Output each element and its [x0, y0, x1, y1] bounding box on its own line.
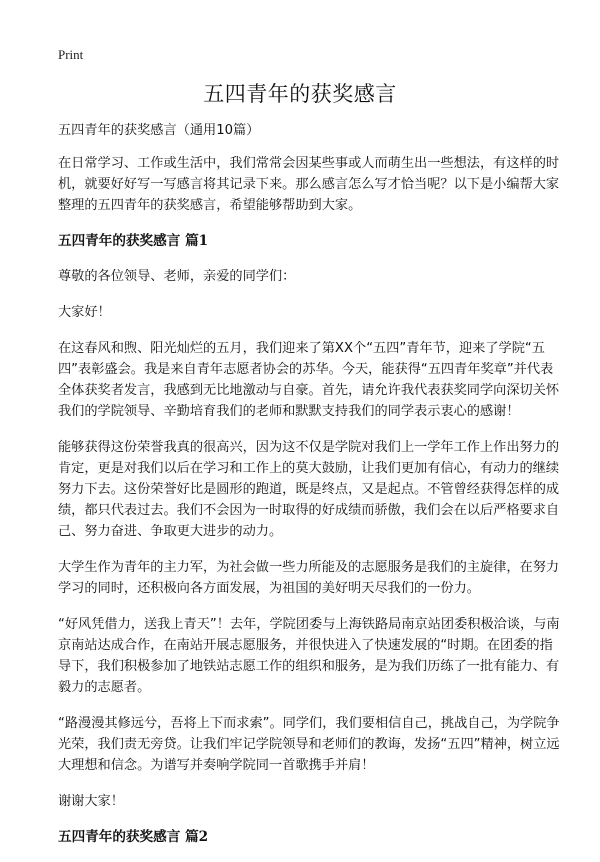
article-body	[58, 120, 560, 862]
article-subtitle: 五四青年的获奖感言（通用10篇）	[58, 123, 260, 138]
hello-paragraph: 大家好！	[58, 305, 111, 320]
section-heading-1: 五四青年的获奖感言 篇1	[58, 233, 209, 249]
body-paragraph-4: “好风凭借力，送我上青天”！去年，学院团委与上海铁路局南京站团委积极洽谈，与南京南站达成合作，在南站开展志愿服务，并很快进入了快速发展的“时期。在团委的指导下，我们积极参加了地铁站志愿工作的组织和服务，是为我们历练了一批有能力、有毅力的志愿者。	[58, 617, 560, 695]
body-paragraph-1: 在这春风和煦、阳光灿烂的五月，我们迎来了第XX个“五四”青年节，迎来了学院“五四”表彰盛会。我是来自青年志愿者协会的苏华。今天，能获得“五四青年奖章”并代表全体获奖者发言，我感到无比地激动与自豪。首先，请允许我代表获奖同学向深切关怀我们的学院领导、辛勤培育我们的老师和默默支持我们的同学表示衷心的感谢！	[58, 341, 560, 419]
thanks-paragraph: 谢谢大家！	[58, 794, 124, 809]
body-paragraph-2: 能够获得这份荣誉我真的很高兴，因为这不仅是学院对我们上一学年工作上作出努力的肯定，更是对我们以后在学习和工作上的莫大鼓励，让我们更加有信心，有动力的继续努力下去。这份荣誉好比是圆形的跑道，既是终点，又是起点。不管曾经获得怎样的成绩，都只代表过去。我们不会因为一时取得的好成绩而骄傲，我们会在以后严格要求自己、努力奋进、争取更大进步的动力。	[58, 440, 560, 539]
print-link[interactable]: Print	[58, 47, 84, 62]
body-paragraph-3: 大学生作为青年的主力军，为社会做一些力所能及的志愿服务是我们的主旋律，在努力学习的同时，还积极向各方面发展，为祖国的美好明天尽我们的一份力。	[58, 560, 560, 596]
page-title: 五四青年的获奖感言	[203, 82, 397, 106]
section-heading-2: 五四青年的获奖感言 篇2	[58, 829, 209, 845]
body-paragraph-5: “路漫漫其修远兮，吾将上下而求索”。同学们，我们要相信自己，挑战自己，为学院争光荣，我们责无旁贷。让我们牢记学院领导和老师们的教诲，发扬“五四”精神，树立远大理想和信念。为谱写并奏响学院同一首歌携手并肩！	[58, 716, 560, 773]
intro-paragraph: 在日常学习、工作或生活中，我们常常会因某些事或人而萌生出一些想法，有这样的时机，就要好好写一写感言将其记录下来。那么感言怎么写才恰当呢？以下是小编帮大家整理的五四青年的获奖感言，希望能够帮助到大家。	[58, 156, 560, 213]
greeting-paragraph: 尊敬的各位领导、老师，亲爱的同学们：	[58, 269, 296, 284]
